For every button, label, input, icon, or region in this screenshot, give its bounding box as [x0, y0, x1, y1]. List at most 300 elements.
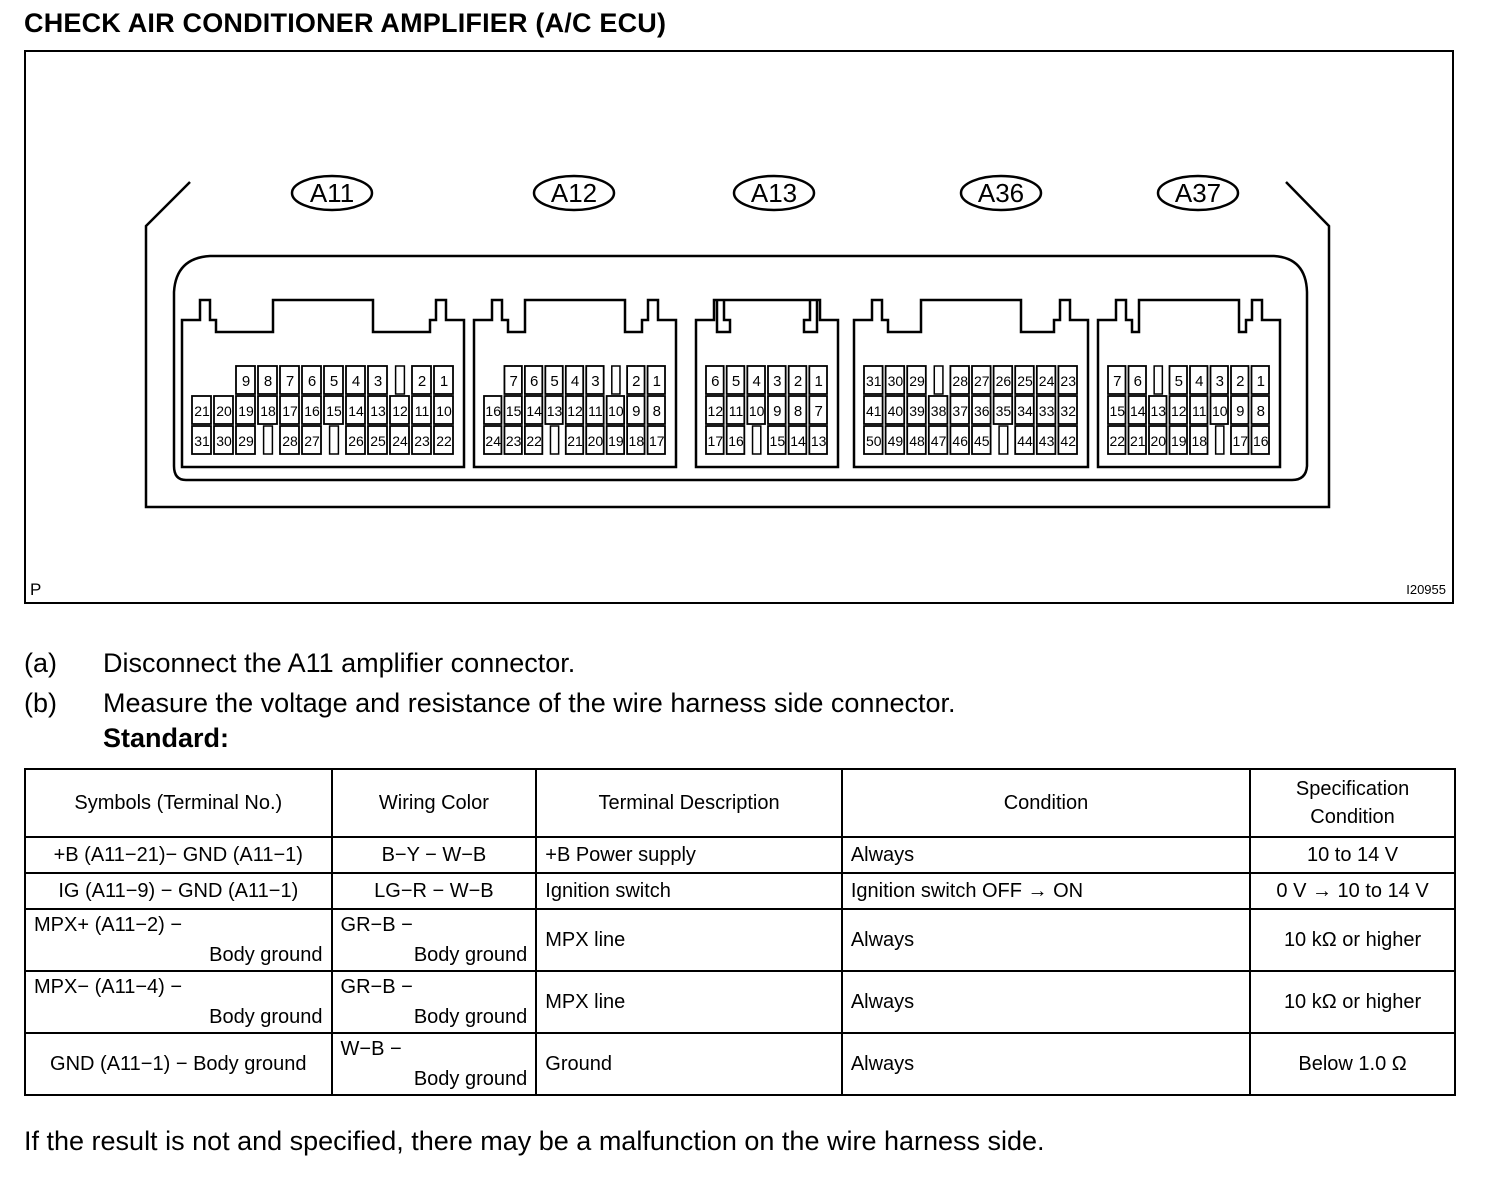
cell-spec: 10 to 14 V — [1250, 837, 1455, 873]
terminal-number: 48 — [909, 433, 925, 449]
terminal-cell — [504, 426, 521, 454]
connector-block — [474, 300, 676, 467]
terminal-number: 37 — [952, 403, 968, 419]
terminal-key — [330, 426, 339, 454]
terminal-number: 1 — [652, 373, 661, 390]
terminal-cell — [1190, 366, 1208, 394]
terminal-cell — [346, 426, 365, 454]
terminal-number: 21 — [567, 433, 583, 449]
terminal-cell — [566, 366, 583, 394]
terminal-cell — [1252, 366, 1270, 394]
terminal-number: 10 — [1211, 403, 1228, 419]
header-specification-condition — [1250, 769, 1455, 837]
terminal-cell — [1129, 366, 1147, 394]
terminal-number: 17 — [282, 403, 298, 419]
cell-color — [332, 1033, 537, 1095]
terminal-cell — [809, 426, 827, 454]
terminal-number: 27 — [974, 373, 990, 389]
cell-color-line2: Body ground — [413, 1068, 528, 1090]
terminal-cell — [972, 426, 991, 454]
cell-spec: 10 kΩ or higher — [1250, 909, 1455, 971]
terminal-cell — [1015, 396, 1034, 424]
terminal-number: 6 — [307, 373, 317, 390]
step-label: (b) — [24, 688, 57, 718]
terminal-cell — [972, 396, 991, 424]
terminal-cell — [950, 366, 969, 394]
terminal-number: 30 — [216, 433, 232, 449]
terminal-number: 22 — [1109, 433, 1126, 449]
terminal-cell — [214, 426, 233, 454]
cell-color-line1: GR−B − — [340, 976, 413, 998]
terminal-number: 8 — [793, 403, 803, 420]
cell-symbols — [25, 971, 332, 1033]
terminal-number: 46 — [952, 433, 968, 449]
connector-label: A36 — [977, 178, 1025, 208]
terminal-cell — [280, 426, 299, 454]
terminal-cell — [864, 366, 883, 394]
terminal-cell — [434, 426, 453, 454]
terminal-cell — [1015, 366, 1034, 394]
terminal-number: 15 — [769, 433, 786, 449]
terminal-cell — [484, 426, 501, 454]
terminal-cell — [258, 366, 277, 394]
terminal-number: 7 — [1113, 373, 1122, 390]
terminal-cell — [1252, 426, 1270, 454]
terminal-cell — [972, 366, 991, 394]
terminal-cell — [324, 366, 343, 394]
terminal-number: 24 — [392, 433, 408, 449]
terminal-number: 1 — [1256, 373, 1265, 390]
standard-label: Standard: — [103, 723, 230, 753]
terminal-cell — [1149, 426, 1167, 454]
header-condition: Condition — [842, 769, 1250, 837]
terminal-cell — [1108, 396, 1126, 424]
cell-symbols-line1: MPX− (A11−4) − — [34, 976, 183, 998]
terminal-cell — [907, 366, 926, 394]
terminal-cell — [504, 366, 521, 394]
header-terminal-description: Terminal Description — [536, 769, 842, 837]
terminal-number: 9 — [241, 373, 251, 390]
terminal-number: 8 — [263, 373, 273, 390]
terminal-number: 14 — [526, 403, 542, 419]
cell-condition: Always — [842, 909, 1250, 971]
connector-label: A37 — [1174, 178, 1222, 208]
step-text: Disconnect the A11 amplifier connector. — [103, 648, 576, 678]
cell-condition: Always — [842, 837, 1250, 873]
cell-color — [332, 971, 537, 1033]
cell-condition: Ignition switch OFF → ON — [842, 873, 1250, 909]
terminal-number: 34 — [1017, 403, 1033, 419]
terminal-number: 9 — [632, 403, 641, 420]
terminal-number: 12 — [567, 403, 583, 419]
terminal-cell — [929, 426, 948, 454]
terminal-number: 7 — [285, 373, 295, 390]
terminal-number: 20 — [216, 403, 232, 419]
terminal-cell — [586, 366, 603, 394]
terminal-number: 6 — [711, 373, 720, 390]
terminal-cell — [607, 396, 624, 424]
table-row — [25, 873, 1455, 909]
header-spec-line1: Specification — [1295, 778, 1410, 800]
footer-note: If the result is not and specified, there may be a malfunction on the wire harness side. — [24, 1126, 1045, 1156]
terminal-number: 44 — [1017, 433, 1033, 449]
terminal-cell — [346, 366, 365, 394]
terminal-key — [934, 366, 943, 394]
cell-description: MPX line — [536, 971, 842, 1033]
terminal-number: 17 — [707, 433, 724, 449]
terminal-key — [999, 426, 1008, 454]
terminal-cell — [1231, 366, 1249, 394]
terminal-cell — [586, 396, 603, 424]
terminal-number: 43 — [1038, 433, 1055, 449]
connector-block — [182, 300, 464, 467]
terminal-cell — [1231, 396, 1249, 424]
terminal-number: 8 — [652, 403, 661, 420]
connector-label: A12 — [550, 178, 598, 208]
terminal-cell — [1170, 396, 1188, 424]
terminal-number: 24 — [485, 433, 502, 449]
terminal-cell — [525, 366, 542, 394]
terminal-number: 30 — [887, 373, 904, 389]
cell-color-line1: W−B − — [340, 1038, 402, 1060]
terminal-number: 33 — [1038, 403, 1055, 419]
terminal-cell — [566, 426, 583, 454]
terminal-cell — [950, 396, 969, 424]
terminal-cell — [864, 396, 883, 424]
figure-id: I20955 — [1406, 582, 1446, 597]
terminal-cell — [1252, 396, 1270, 424]
cell-symbols: +B (A11−21)− GND (A11−1) — [25, 837, 332, 873]
terminal-number: 21 — [1129, 433, 1146, 449]
terminal-cell — [1211, 396, 1229, 424]
terminal-number: 8 — [1256, 403, 1265, 420]
terminal-cell — [302, 396, 321, 424]
connector-label: A11 — [309, 178, 355, 208]
cell-description: MPX line — [536, 909, 842, 971]
terminal-cell — [214, 396, 233, 424]
terminal-cell — [789, 396, 807, 424]
terminal-number: 28 — [282, 433, 298, 449]
terminal-cell — [192, 396, 211, 424]
terminal-number: 4 — [1195, 373, 1204, 390]
terminal-number: 16 — [485, 403, 502, 419]
terminal-cell — [1231, 426, 1249, 454]
table-row — [25, 1033, 1455, 1095]
terminal-number: 31 — [194, 433, 210, 449]
terminal-number: 6 — [1133, 373, 1142, 390]
connector-block — [854, 300, 1088, 467]
table-row — [25, 971, 1455, 1033]
terminal-cell — [648, 366, 665, 394]
terminal-cell — [1108, 366, 1126, 394]
header-spec-line2: Condition — [1310, 806, 1395, 828]
terminal-number: 22 — [436, 433, 452, 449]
cell-color-line2: Body ground — [413, 944, 528, 966]
terminal-cell — [809, 366, 827, 394]
terminal-cell — [236, 366, 255, 394]
terminal-cell — [706, 426, 724, 454]
terminal-number: 15 — [326, 403, 342, 419]
terminal-cell — [1190, 426, 1208, 454]
terminal-number: 12 — [707, 403, 724, 419]
terminal-cell — [1058, 426, 1077, 454]
terminal-number: 20 — [1150, 433, 1167, 449]
terminal-cell — [886, 426, 905, 454]
terminal-cell — [368, 426, 387, 454]
terminal-key — [264, 426, 273, 454]
terminal-number: 40 — [887, 403, 904, 419]
terminal-cell — [302, 426, 321, 454]
step-text: Measure the voltage and resistance of the wire harness side connector. — [103, 688, 956, 718]
terminal-number: 5 — [731, 373, 741, 390]
terminal-cell — [768, 426, 786, 454]
terminal-number: 17 — [1232, 433, 1249, 449]
terminal-cell — [390, 396, 409, 424]
terminal-number: 11 — [1191, 403, 1207, 419]
terminal-cell — [864, 426, 883, 454]
terminal-number: 2 — [793, 373, 803, 390]
terminal-number: 10 — [436, 403, 452, 419]
terminal-cell — [929, 396, 948, 424]
cell-color: LG−R − W−B — [332, 873, 537, 909]
terminal-cell — [1058, 366, 1077, 394]
terminal-number: 16 — [728, 433, 744, 449]
terminal-cell — [994, 366, 1013, 394]
terminal-cell — [368, 366, 387, 394]
terminal-number: 16 — [304, 403, 320, 419]
terminal-cell — [706, 396, 724, 424]
terminal-number: 32 — [1060, 403, 1076, 419]
terminal-cell — [1190, 396, 1208, 424]
terminal-number: 11 — [728, 403, 744, 419]
terminal-cell — [768, 366, 786, 394]
figure-corner-label: P — [30, 580, 42, 599]
cell-color-line2: Body ground — [413, 1006, 528, 1028]
terminal-cell — [412, 426, 431, 454]
terminal-number: 36 — [974, 403, 990, 419]
terminal-number: 17 — [648, 433, 665, 449]
terminal-number: 3 — [373, 373, 383, 390]
terminal-key — [396, 366, 405, 394]
terminal-number: 45 — [974, 433, 990, 449]
terminal-number: 28 — [952, 373, 968, 389]
connector-label: A13 — [750, 178, 798, 208]
terminal-number: 15 — [505, 403, 522, 419]
terminal-number: 38 — [930, 403, 947, 419]
terminal-cell — [1108, 426, 1126, 454]
table-row — [25, 837, 1455, 873]
terminal-cell — [1211, 366, 1229, 394]
cell-condition: Always — [842, 1033, 1250, 1095]
terminal-number: 21 — [194, 403, 210, 419]
cell-color — [332, 909, 537, 971]
terminal-cell — [1015, 426, 1034, 454]
terminal-cell — [324, 396, 343, 424]
terminal-cell — [1058, 396, 1077, 424]
terminal-number: 13 — [810, 433, 827, 449]
specification-table — [24, 768, 1456, 1096]
terminal-number: 18 — [628, 433, 645, 449]
terminal-cell — [236, 426, 255, 454]
terminal-cell — [236, 396, 255, 424]
cell-spec: 10 kΩ or higher — [1250, 971, 1455, 1033]
terminal-number: 11 — [588, 403, 603, 419]
terminal-cell — [280, 366, 299, 394]
table-row — [25, 909, 1455, 971]
terminal-number: 9 — [1236, 403, 1245, 420]
terminal-number: 10 — [748, 403, 765, 419]
terminal-cell — [886, 396, 905, 424]
terminal-number: 50 — [866, 433, 882, 449]
terminal-number: 41 — [866, 403, 882, 419]
terminal-cell — [525, 426, 542, 454]
cell-symbols-line2: Body ground — [209, 1006, 323, 1028]
terminal-cell — [907, 396, 926, 424]
table-header-row — [25, 769, 1455, 837]
cell-symbols: GND (A11−1) − Body ground — [25, 1033, 332, 1095]
terminal-number: 26 — [995, 373, 1012, 389]
terminal-number: 20 — [587, 433, 604, 449]
terminal-cell — [586, 426, 603, 454]
terminal-cell — [390, 426, 409, 454]
terminal-cell — [566, 396, 583, 424]
terminal-cell — [1170, 366, 1188, 394]
terminal-cell — [434, 396, 453, 424]
ecu-connector-diagram — [26, 52, 1452, 602]
cell-color-line1: GR−B − — [340, 914, 413, 936]
terminal-number: 22 — [526, 433, 542, 449]
terminal-number: 10 — [608, 403, 624, 419]
terminal-number: 7 — [509, 373, 518, 390]
terminal-number: 35 — [995, 403, 1012, 419]
header-wiring-color: Wiring Color — [332, 769, 537, 837]
terminal-number: 2 — [1236, 373, 1245, 390]
terminal-cell — [258, 396, 277, 424]
terminal-cell — [627, 396, 644, 424]
terminal-cell — [727, 366, 745, 394]
terminal-number: 25 — [370, 433, 386, 449]
terminal-key — [550, 426, 558, 454]
terminal-number: 3 — [591, 373, 600, 390]
terminal-number: 47 — [930, 433, 947, 449]
cell-symbols — [25, 909, 332, 971]
terminal-number: 18 — [1191, 433, 1208, 449]
terminal-cell — [747, 366, 765, 394]
cell-description: Ignition switch — [536, 873, 842, 909]
terminal-cell — [607, 426, 624, 454]
terminal-number: 13 — [546, 403, 563, 419]
terminal-number: 4 — [570, 373, 580, 390]
terminal-number: 1 — [814, 373, 823, 390]
terminal-cell — [706, 366, 724, 394]
connector-figure — [24, 50, 1454, 604]
terminal-key — [753, 426, 761, 454]
terminal-number: 39 — [909, 403, 925, 419]
terminal-number: 2 — [417, 373, 427, 390]
terminal-number: 23 — [1060, 373, 1076, 389]
terminal-cell — [1170, 426, 1188, 454]
terminal-cell — [545, 396, 562, 424]
terminal-cell — [368, 396, 387, 424]
terminal-number: 13 — [1150, 403, 1167, 419]
terminal-cell — [545, 366, 562, 394]
cell-spec: Below 1.0 Ω — [1250, 1033, 1455, 1095]
terminal-number: 24 — [1038, 373, 1055, 389]
terminal-cell — [994, 396, 1013, 424]
terminal-number: 14 — [348, 403, 364, 419]
terminal-number: 49 — [887, 433, 904, 449]
terminal-key — [612, 366, 620, 394]
cell-color: B−Y − W−B — [332, 837, 537, 873]
terminal-cell — [192, 426, 211, 454]
terminal-number: 5 — [550, 373, 559, 390]
terminal-number: 2 — [632, 373, 641, 390]
terminal-cell — [768, 396, 786, 424]
terminal-cell — [627, 366, 644, 394]
terminal-number: 14 — [790, 433, 806, 449]
terminal-number: 25 — [1017, 373, 1033, 389]
terminal-key — [1154, 366, 1162, 394]
terminal-number: 26 — [348, 433, 364, 449]
terminal-cell — [727, 426, 745, 454]
terminal-cell — [302, 366, 321, 394]
terminal-number: 27 — [304, 433, 320, 449]
terminal-cell — [648, 396, 665, 424]
terminal-cell — [1129, 396, 1147, 424]
terminal-cell — [950, 426, 969, 454]
terminal-number: 5 — [329, 373, 339, 390]
terminal-cell — [809, 396, 827, 424]
terminal-number: 19 — [1170, 433, 1187, 449]
terminal-number: 23 — [414, 433, 430, 449]
terminal-number: 18 — [260, 403, 276, 419]
terminal-number: 14 — [1129, 403, 1146, 419]
terminal-number: 3 — [773, 373, 782, 390]
terminal-number: 29 — [238, 433, 254, 449]
terminal-number: 3 — [1215, 373, 1224, 390]
terminal-number: 4 — [752, 373, 761, 390]
terminal-number: 7 — [814, 403, 823, 420]
terminal-number: 6 — [529, 373, 539, 390]
terminal-number: 12 — [1170, 403, 1187, 419]
header-symbols: Symbols (Terminal No.) — [25, 769, 332, 837]
terminal-cell — [789, 366, 807, 394]
terminal-cell — [747, 396, 765, 424]
terminal-number: 29 — [909, 373, 925, 389]
cell-description: Ground — [536, 1033, 842, 1095]
terminal-cell — [907, 426, 926, 454]
terminal-cell — [727, 396, 745, 424]
terminal-cell — [346, 396, 365, 424]
terminal-number: 23 — [505, 433, 522, 449]
terminal-cell — [525, 396, 542, 424]
terminal-cell — [886, 366, 905, 394]
terminal-cell — [648, 426, 665, 454]
terminal-number: 9 — [773, 403, 782, 420]
terminal-number: 4 — [351, 373, 361, 390]
terminal-number: 12 — [392, 403, 408, 419]
terminal-number: 11 — [414, 403, 430, 419]
terminal-cell — [1129, 426, 1147, 454]
terminal-cell — [627, 426, 644, 454]
terminal-cell — [1037, 426, 1056, 454]
terminal-cell — [412, 366, 431, 394]
terminal-number: 15 — [1109, 403, 1126, 419]
cell-condition: Always — [842, 971, 1250, 1033]
terminal-number: 13 — [370, 403, 386, 419]
terminal-number: 19 — [608, 433, 624, 449]
cell-description: +B Power supply — [536, 837, 842, 873]
